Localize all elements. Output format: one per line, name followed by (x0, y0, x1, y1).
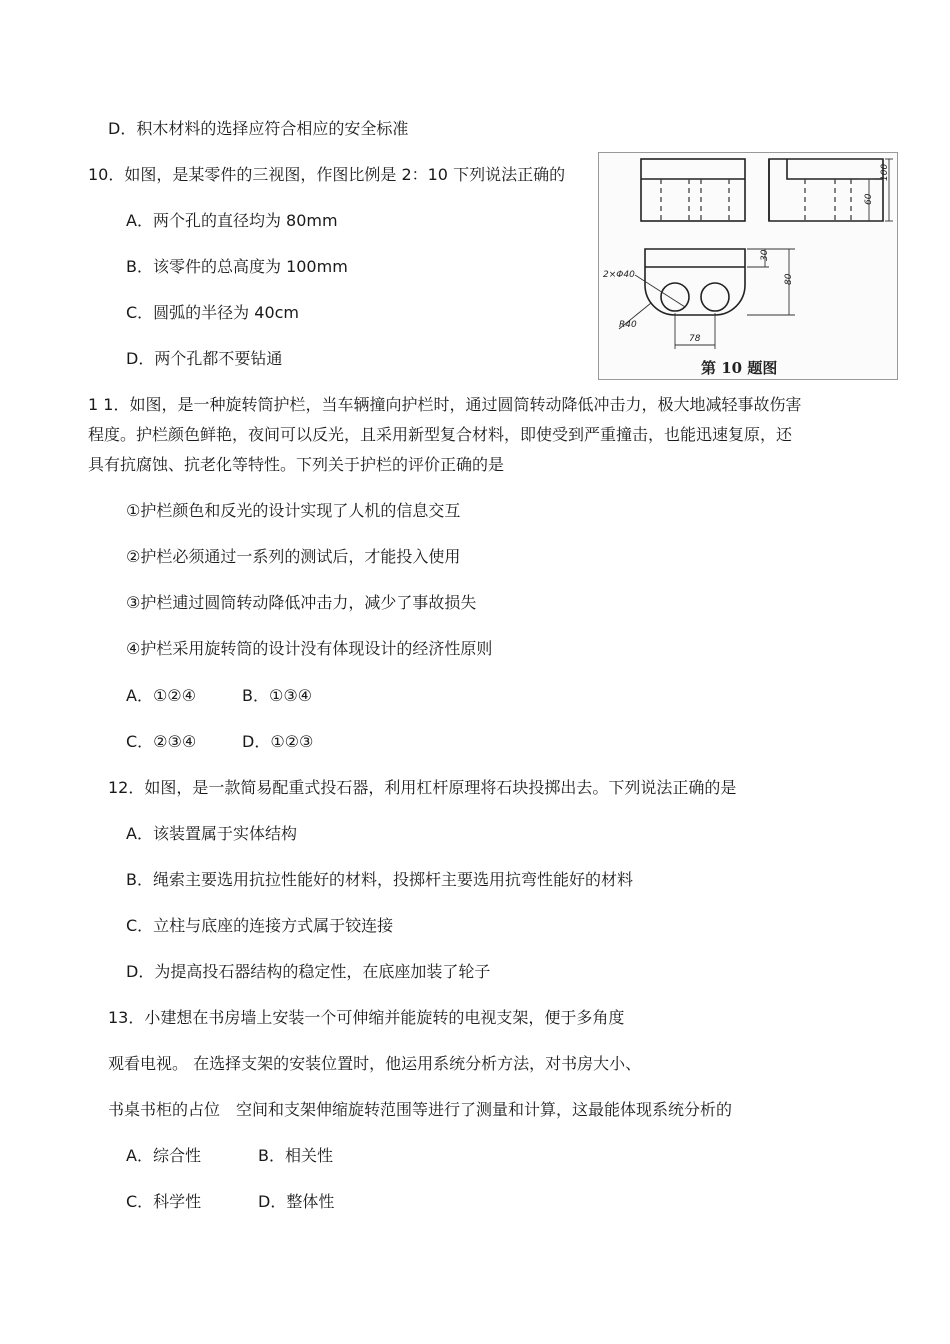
q12-option-d: D．为提高投石器结构的稳定性，在底座加装了轮子 (126, 962, 491, 981)
q11-statement-3: ③护栏逋过圆筒转动降低冲击力，减少了事故损失 (126, 593, 477, 612)
dim-30: 30 (760, 249, 770, 261)
q10-option-c: C．圆弧的半径为 40cm (126, 303, 300, 322)
q11-statement-2: ②护栏必须通过一系列的测试后，才能投入使用 (126, 547, 461, 566)
q13-option-b: B．相关性 (258, 1146, 333, 1165)
three-view-drawing (599, 153, 897, 379)
dim-hole-diameter: 2×Φ40 (603, 270, 635, 280)
q11-statement-4: ④护栏采用旋转筒的设计没有体现设计的经济性原则 (126, 639, 493, 658)
q13-stem-line3: 书桌书柜的占位 空间和支架伸缩旋转范围等进行了测量和计算，这最能体现系统分析的 (108, 1100, 733, 1119)
q13-option-a: A．综合性 (126, 1146, 201, 1165)
dim-radius: R40 (619, 320, 637, 330)
q10-three-view-figure (598, 152, 898, 380)
q11-option-d: D．①②③ (242, 732, 314, 751)
q11-statement-1: ①护栏颜色和反光的设计实现了人机的信息交互 (126, 501, 461, 520)
figure-caption: 第 10 题图 (701, 359, 778, 377)
q11-option-a: A．①②④ (126, 686, 196, 705)
q10-option-a: A．两个孔的直径均为 80mm (126, 211, 338, 230)
dim-78: 78 (689, 334, 701, 344)
q12-option-c: C．立柱与底座的连接方式属于铰连接 (126, 916, 394, 935)
q10-stem: 10．如图，是某零件的三视图，作图比例是 2：10 下列说法正确的 (88, 165, 566, 184)
top-view-outline (645, 249, 745, 315)
q9-option-d: D．积木材料的选择应符合相应的安全标准 (108, 119, 409, 138)
side-view-outline (769, 159, 883, 221)
q11-stem-line1: 1 1．如图，是一种旋转筒护栏，当车辆撞向护栏时，通过圆筒转动降低冲击力，极大地减轻事故伤害 (88, 395, 802, 414)
q13-option-d: D．整体性 (258, 1192, 335, 1211)
dim-60: 60 (864, 193, 874, 205)
q11-stem-line3: 具有抗腐蚀、抗老化等特性。下列关于护栏的评价正确的是 (88, 455, 505, 474)
dim-100: 100 (880, 163, 890, 181)
q13-stem-line2: 观看电视。 在选择支架的安装位置时，他运用系统分析方法，对书房大小、 (108, 1054, 642, 1073)
q10-option-b: B．该零件的总高度为 100mm (126, 257, 348, 276)
q11-option-c: C．②③④ (126, 732, 197, 751)
q12-option-a: A．该装置属于实体结构 (126, 824, 297, 843)
q12-stem: 12．如图，是一款简易配重式投石器，利用杠杆原理将石块投掷出去。下列说法正确的是 (108, 778, 737, 797)
hole-right (701, 283, 729, 311)
q13-stem-line1: 13．小建想在书房墙上安装一个可伸缩并能旋转的电视支架，便于多角度 (108, 1008, 625, 1027)
q13-option-c: C．科学性 (126, 1192, 202, 1211)
q10-option-d: D．两个孔都不要钻通 (126, 349, 283, 368)
dim-80: 80 (784, 273, 794, 285)
q12-option-b: B．绳索主要选用抗拉性能好的材料，投掷杆主要选用抗弯性能好的材料 (126, 870, 633, 889)
q11-option-b: B．①③④ (242, 686, 313, 705)
q11-stem-line2: 程度。护栏颜色鲜艳，夜间可以反光，且采用新型复合材料，即使受到严重撞击，也能迅速复原，还 (88, 425, 793, 444)
